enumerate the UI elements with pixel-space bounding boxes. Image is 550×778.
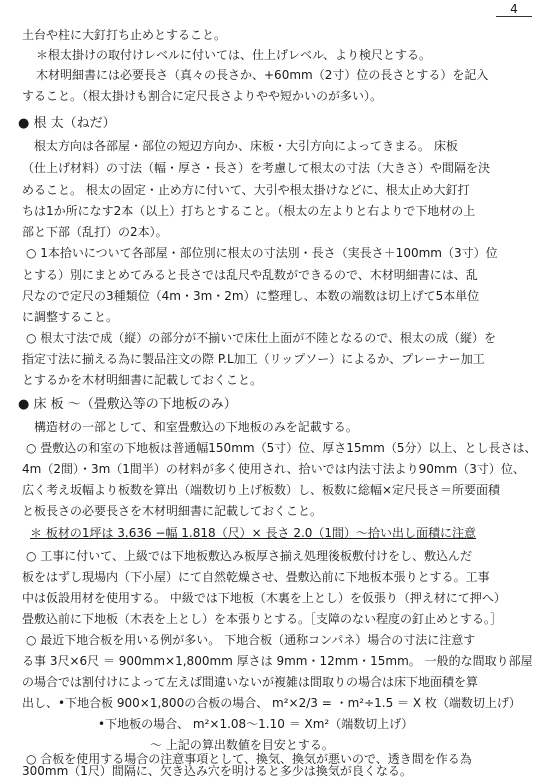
text-line: 出し、•下地合板 900×1,800の合板の場合、 m²×2/3 = ・m²÷1.5 ＝ X 枚（端数切上げ）: [22, 696, 521, 710]
section-heading-nedа: ● 根 太（ねだ）: [18, 116, 116, 131]
text-line: 広く考え坂幅より板数を算出（端数切り上げ板数）し、板数に総幅×定尺長さ＝所要面積: [22, 483, 501, 497]
text-line: 300mm（1尺）間隔に、欠き込み穴を明けると多少は換気が良くなる。: [22, 764, 412, 778]
text-line: とするかを木材明細書に記載しておくこと。: [22, 373, 263, 387]
section-heading-yuka-ita: ● 床 板 〜（畳敷込等の下地板のみ）: [18, 397, 237, 412]
text-line: （仕上げ材料）の寸法（幅・厚さ・長さ）を考慮して根太の寸法（大きさ）や間隔を決: [22, 161, 491, 175]
text-line: 板をはずし現場内（下小屋）にて自然乾燥させ、畳敷込前に下地板本張りとする。工事: [22, 570, 490, 584]
text-line: ＊根太掛けの取付けレベルに付いては、仕上げレベル、より検尺とする。: [36, 48, 432, 62]
text-line: と板長さの必要長さを木材明細書に記載しておくこと。: [22, 504, 323, 518]
text-line: 中は仮設用材を使用する。 中級では下地板（木裏を上とし）を仮張り（押え材にて押へ）: [22, 591, 506, 605]
text-line: ○ 工事に付いて、上級では下地板敷込み板厚さ揃え処理後板敷付けをし、敷込んだ: [26, 549, 473, 563]
text-line: る事 3尺×6尺 ＝ 900mm×1,800mm 厚さは 9mm・12mm・15mm。 一般的な間取り部屋: [22, 654, 533, 668]
text-line: 部と下部（乱打）の2本）。: [22, 225, 168, 239]
text-line: 木材明細書には必要長さ（真々の長さか、+60mm（2寸）位の長さとする）を記入: [36, 68, 489, 82]
text-line: 畳敷込前に下地板（木表を上とし）を本張りとする。［支障のない程度の釘止めとする。］: [22, 612, 503, 626]
text-line: の場合では割付けによって左えば間違いないが複雑は間取りの場合は床下地面積を算: [22, 675, 479, 689]
text-line: ○ 1本拾いについて各部屋・部位別に根太の寸法別・長さ（実長さ＋100mm（3寸）位: [26, 246, 498, 260]
text-line: ○ 最近下地合板を用いる例が多い。 下地合板（通称コンパネ）場合の寸法に注意す: [26, 633, 476, 647]
text-line: 4m（2間）・3m（1間半）の材料が多く使用され、拾いでは内法寸法より90mm（3寸）位、: [22, 462, 525, 476]
text-line: •下地板の場合、 m²×1.08〜1.10 ＝ Xm²（端数切上げ）: [98, 717, 414, 731]
text-line: ちは1か所になす2本（以上）打ちとすること。（根太の左よりと右よりで下地材の上: [22, 204, 476, 218]
text-line: ○ 根太寸法で成（縦）の部分が不揃いで床仕上面が不陸となるので、根太の成（縦）を: [26, 331, 497, 345]
highlighted-note: ＊ 板材の1坪は 3.636 −幅 1.818（尺）× 長さ 2.0（1間）〜拾い出し面積に注意: [30, 526, 477, 540]
text-line: 構造材の一部として、和室畳敷込の下地板のみを記載する。: [34, 420, 358, 434]
text-line: 根太方向は各部屋・部位の短辺方向か、床板・大引方向によってきまる。 床板: [34, 139, 458, 153]
text-line: とする）別にまとめてみると長さでは乱尺や乱数ができるので、木材明細書には、乱: [22, 268, 478, 282]
text-line: ○ 畳敷込の和室の下地板は普通幅150mm（5寸）位、厚さ15mm（5分）以上、とし長さは、: [26, 441, 537, 455]
text-line: 指定寸法に揃える為に製品注文の際 P.L加工（リップソー）によるか、プレーナー加工: [22, 352, 485, 366]
page-number: 4: [496, 2, 532, 17]
text-line: ○ 合板を使用する場合の注意事項として、換気、換気が悪いので、透き間を作る為: [26, 752, 472, 766]
text-line: 〜 上記の算出数値を目安とする。: [150, 738, 334, 752]
text-line: に調整すること。: [22, 310, 119, 324]
text-line: 土台や柱に大釘打ち止めとすること。: [22, 28, 227, 42]
text-line: すること。（根太掛けも割合に定尺長さよりやや短かいのが多い）。: [22, 89, 383, 103]
text-line: 尺なので定尺の3種類位（4m・3m・2m）に整理し、本数の端数は切上げて5本単位: [22, 289, 480, 303]
text-line: めること。 根太の固定・止め方に付いて、大引や根太掛けなどに、根太止め大釘打: [22, 183, 470, 197]
